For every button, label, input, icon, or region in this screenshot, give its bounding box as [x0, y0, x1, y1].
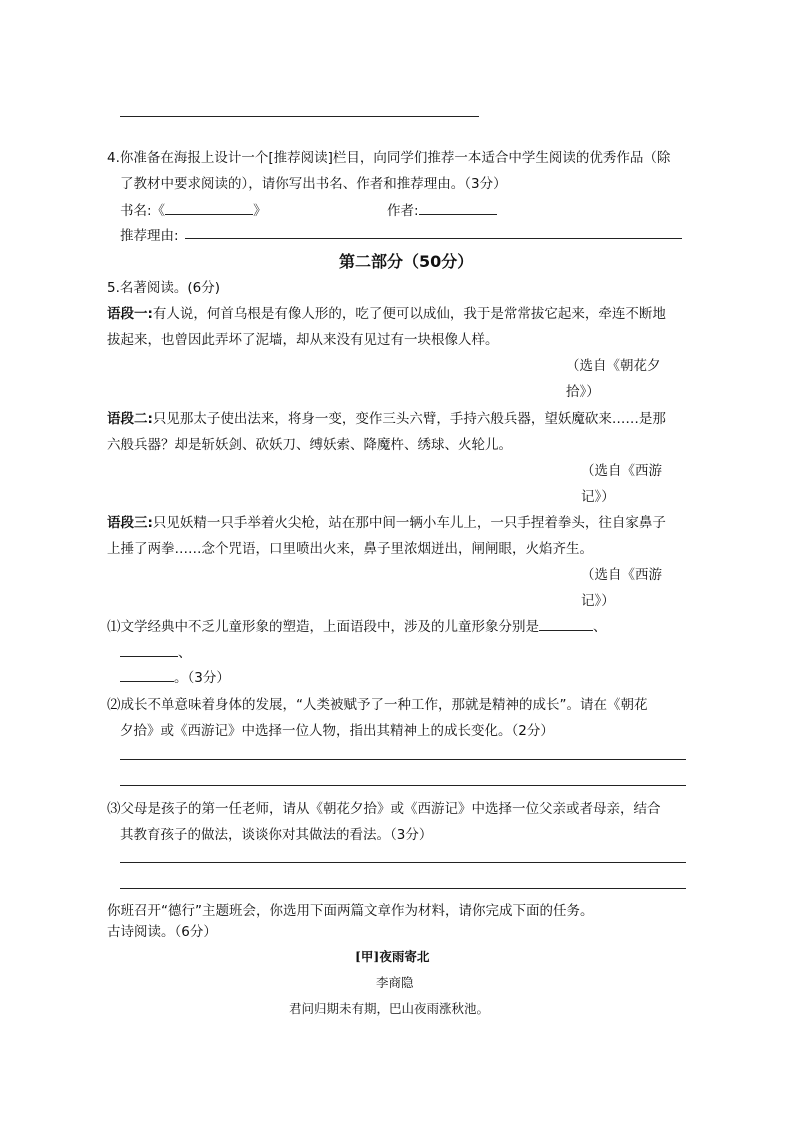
- book-label: 书名:《: [120, 203, 166, 219]
- sub1-text: ⑴文学经典中不乏儿童形象的塑造，上面语段中，涉及的儿童形象分别是: [107, 619, 539, 635]
- sub2-answer-line2[interactable]: [120, 785, 686, 786]
- book-row: [120, 199, 267, 219]
- sub3-line1: ⑶父母是孩子的第一任老师，请从《朝花夕拾》或《西游记》中选择一位父亲或者母亲，结合: [107, 801, 661, 817]
- passage1-line1: [107, 302, 666, 322]
- part2-title: 第二部分（50分）: [339, 252, 474, 271]
- passage1-source2: 拾》）: [566, 384, 600, 400]
- poem-section-heading: 古诗阅读。（6分）: [107, 924, 217, 940]
- reason-label: 推荐理由:: [120, 228, 179, 244]
- sub2-line2: 夕拾》或《西游记》中选择一位人物，指出其精神上的成长变化。（2分）: [120, 723, 554, 739]
- passage2-line2: 六般兵器？却是斩妖剑、砍妖刀、缚妖索、降魔杵、绣球、火轮儿。: [107, 437, 512, 453]
- sub2-line1: ⑵成长不单意味着身体的发展，“人类被赋予了一种工作，那就是精神的成长”。请在《朝花: [107, 697, 648, 713]
- sub3-line2: 其教育孩子的做法，谈谈你对其做法的看法。（3分）: [120, 827, 433, 843]
- passage1-label: 语段一:: [107, 306, 153, 322]
- reason-blank[interactable]: [185, 238, 682, 239]
- passage3-line1: [107, 511, 666, 531]
- sub1-blank1[interactable]: [539, 616, 593, 631]
- passage1-line2: 拔起来，也曾因此弄坏了泥墙，却从来没有见过有一块根像人样。: [107, 332, 499, 348]
- sub3-answer-line1[interactable]: [120, 862, 686, 863]
- poem-author: 李商隐: [376, 975, 414, 990]
- author-label: 作者:: [387, 203, 419, 219]
- poem-line1: 君问归期未有期，巴山夜雨涨秋池。: [289, 1001, 490, 1016]
- book-title-blank[interactable]: [165, 200, 253, 215]
- sub1-sep1: 、: [593, 619, 607, 635]
- sub3-answer-line2[interactable]: [120, 888, 686, 889]
- sub1-line2: [120, 641, 192, 661]
- author-blank[interactable]: [419, 200, 497, 215]
- passage3-line2: 上捶了两拳……念个咒语，口里喷出火来，鼻子里浓烟迸出，闸闸眼，火焰齐生。: [107, 541, 593, 557]
- passage3-source1: （选自《西游: [581, 567, 662, 583]
- book-close: 》: [253, 203, 267, 219]
- poem-title: [甲]夜雨寄北: [355, 949, 430, 964]
- sub1-sep2: 、: [178, 645, 192, 661]
- passage2-source1: （选自《西游: [581, 463, 662, 479]
- sub2-answer-line1[interactable]: [120, 759, 686, 760]
- passage2-source2: 记》）: [581, 489, 615, 505]
- q4-line2: 了教材中要求阅读的），请你写出书名、作者和推荐理由。（3分）: [120, 176, 507, 192]
- author-row: [387, 199, 497, 219]
- class-meeting-intro: 你班召开“德行”主题班会，你选用下面两篇文章作为材料，请你完成下面的任务。: [107, 903, 594, 919]
- q5-heading: 5.名著阅读。(6分): [107, 280, 221, 296]
- passage3-source2: 记》）: [581, 593, 615, 609]
- sub1-line1: [107, 615, 607, 635]
- passage3-label: 语段三:: [107, 515, 153, 531]
- sub1-line3: [120, 666, 230, 686]
- sub1-end: 。（3分）: [174, 670, 230, 686]
- q4-line1: 4.你准备在海报上设计一个[推荐阅读]栏目，向同学们推荐一本适合中学生阅读的优秀作品（除: [107, 150, 671, 166]
- passage2-text1: 只见那太子使出法来，将身一变，变作三头六臂，手持六般兵器，望妖魔砍来……是那: [152, 411, 666, 427]
- passage1-source1: （选自《朝花夕: [566, 358, 661, 374]
- passage1-text1: 有人说，何首乌根是有像人形的，吃了便可以成仙，我于是常常拔它起来，牵连不断地: [152, 306, 666, 322]
- answer-line[interactable]: [120, 116, 479, 117]
- sub1-blank3[interactable]: [120, 667, 174, 682]
- passage3-text1: 只见妖精一只手举着火尖枪，站在那中间一辆小车儿上，一只手捏着拳头，往自家鼻子: [152, 515, 666, 531]
- passage2-label: 语段二:: [107, 411, 153, 427]
- sub1-blank2[interactable]: [120, 642, 178, 657]
- passage2-line1: [107, 407, 666, 427]
